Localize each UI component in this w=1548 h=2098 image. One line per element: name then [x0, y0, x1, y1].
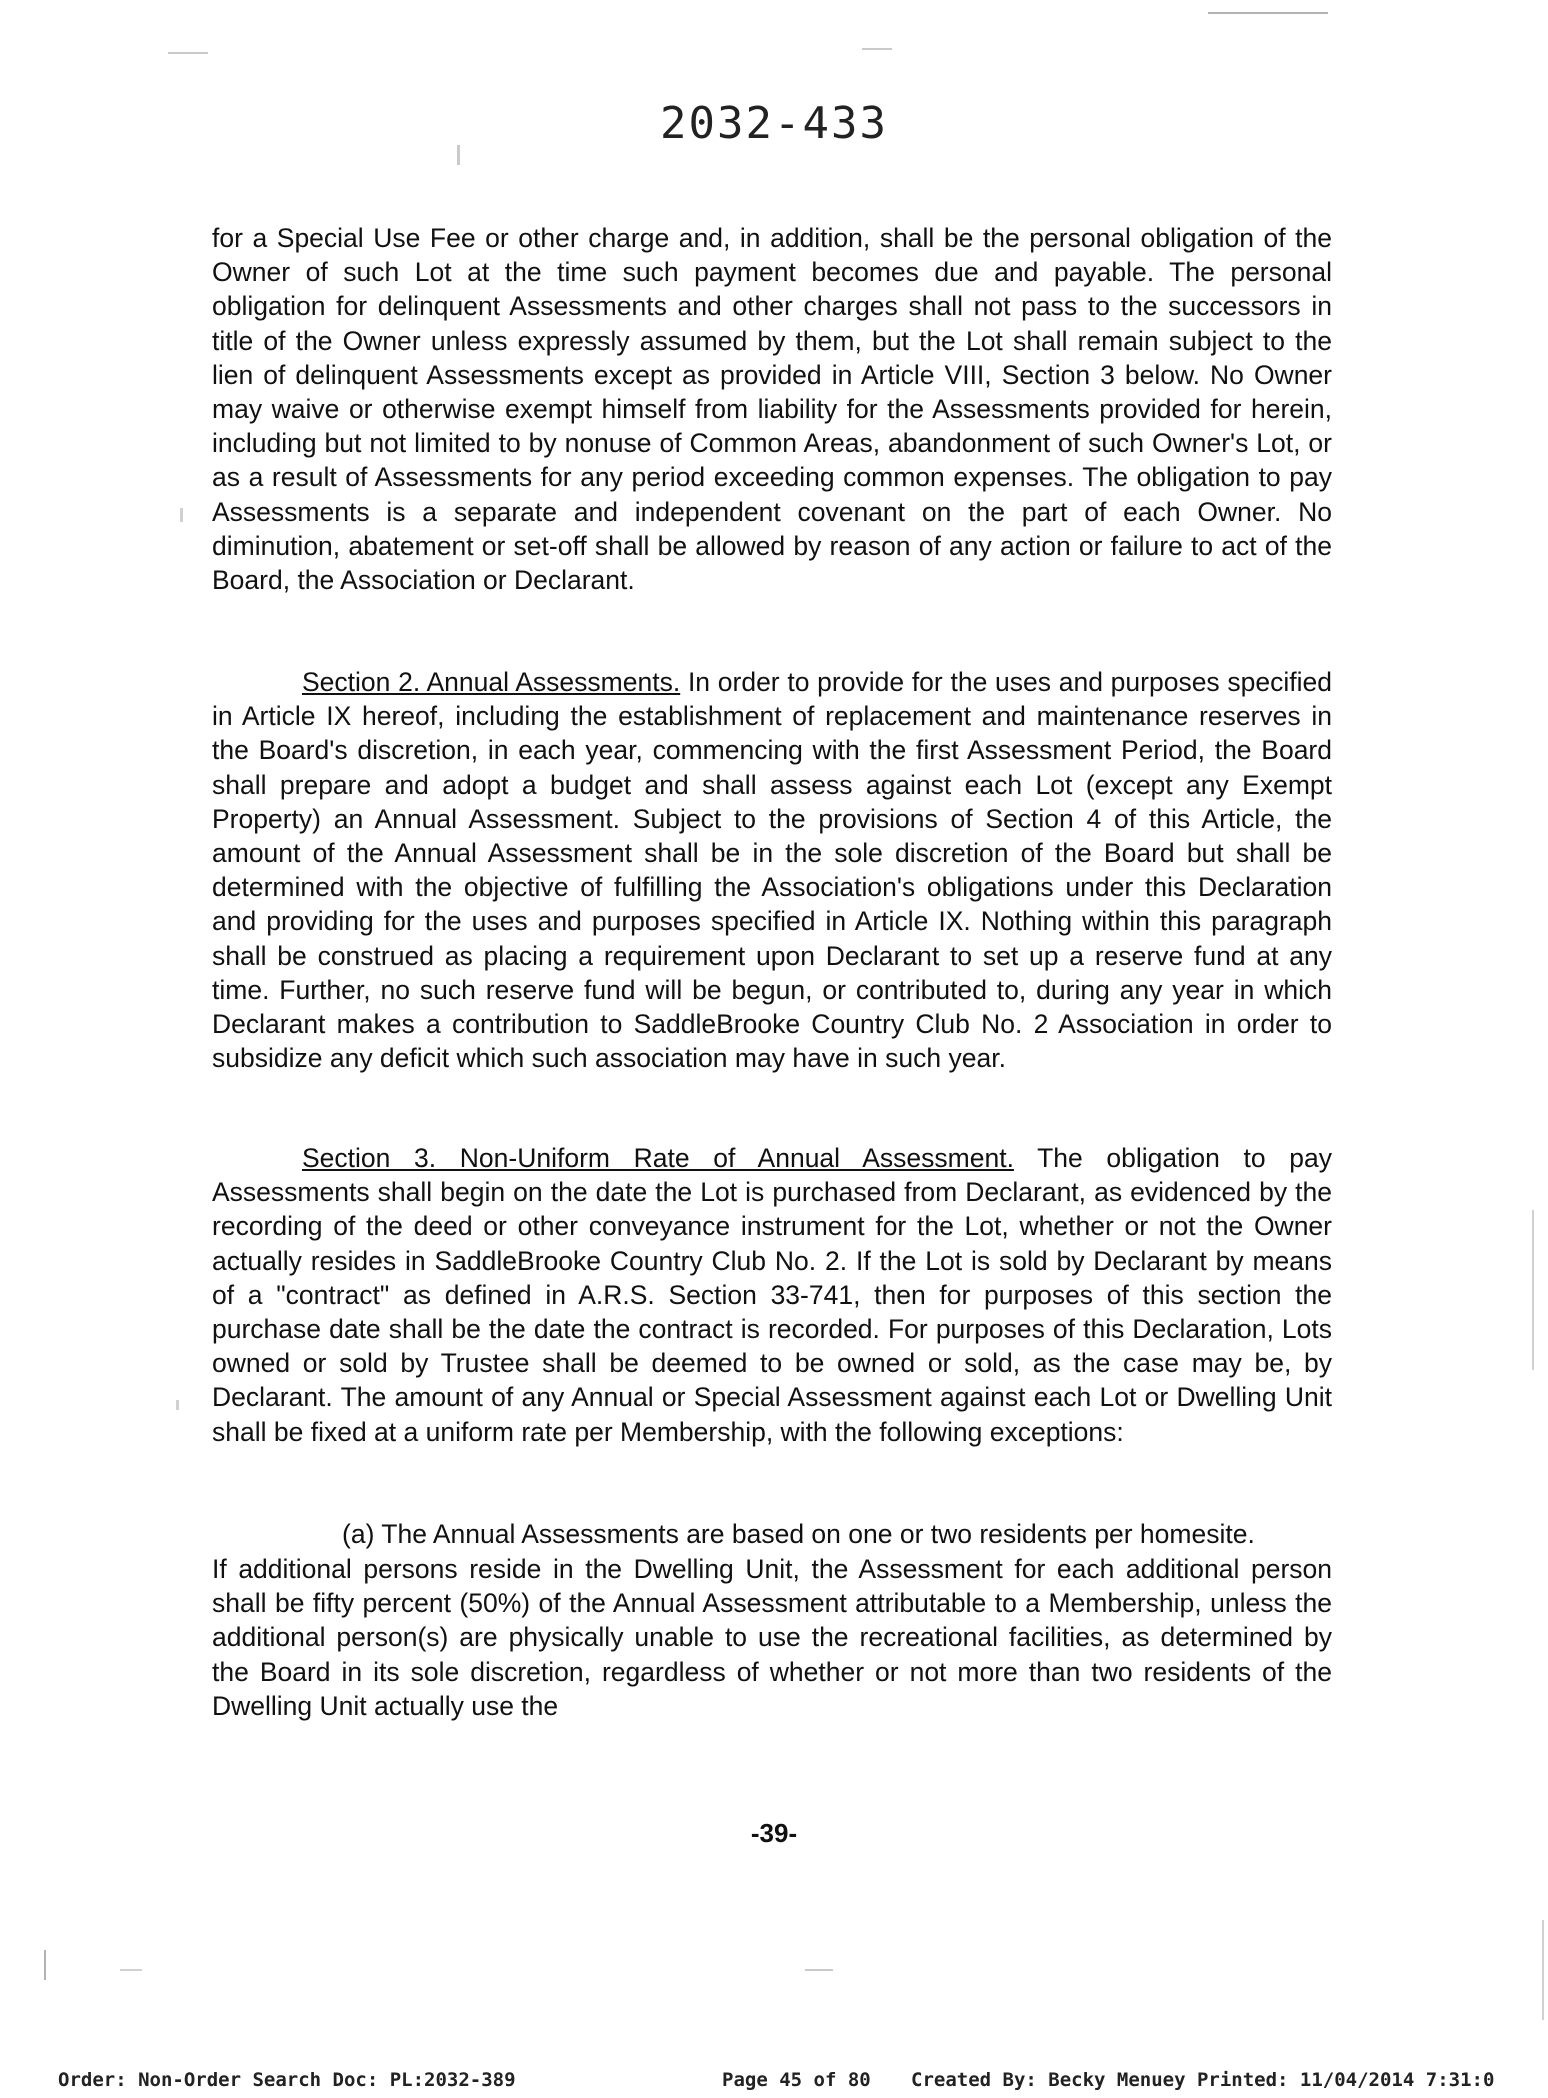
section-2-text: In order to provide for the uses and purposes specified in Article IX hereof, including the establishment of replacement and maintenance reserves in the Board's discretion, in each year, commencing with the first Assessment Period, the Board shall prepare and adopt a budget and shall assess against each Lot (except any Exempt Property) an Annual Assessment. Subject to the provisions of Section 4 of this Article, the amount of the Annual Assessment shall be in the sole discretion of the Board but shall be determined with the objective of fulfilling the Association's obligations under this Declaration and providing for the uses and purposes specified in Article IX. Nothing within this paragraph shall be construed as placing a requirement upon Declarant to set up a reserve fund at any time. Further, no such reserve fund will be begun, or contributed to, during any year in which Declarant makes a contribution to SaddleBrooke Country Club No. 2 Association in order to subsidize any deficit which such association may have in such year.: [212, 667, 1332, 1074]
section-3-paragraph: [212, 1141, 1332, 1449]
scan-speck: [180, 508, 183, 522]
document-number: 2032-433: [660, 98, 888, 149]
section-3-text: The obligation to pay Assessments shall begin on the date the Lot is purchased from Declarant, as evidenced by the recording of the deed or other conveyance instrument for the Lot, whether or not the Owner actually resides in SaddleBrooke Country Club No. 2. If the Lot is sold by Declarant by means of a "contract" as defined in A.R.S. Section 33-741, then for purposes of this section the purchase date shall be the date the contract is recorded. For purposes of this Declaration, Lots owned or sold by Trustee shall be deemed to be owned or sold, as the case may be, by Declarant. The amount of any Annual or Special Assessment against each Lot or Dwelling Unit shall be fixed at a uniform rate per Membership, with the following exceptions:: [212, 1143, 1332, 1447]
scan-speck: [862, 48, 892, 50]
section-2-paragraph: [212, 665, 1332, 1075]
item-a-text: If additional persons reside in the Dwelling Unit, the Assessment for each additional person shall be fifty percent (50%) of the Annual Assessment attributable to a Membership, unless the additional person(s) are physically unable to use the recreational facilities, as determined by the Board in its sole discretion, regardless of whether or not more than two residents of the Dwelling Unit actually use the: [212, 1554, 1332, 1721]
scan-speck: [44, 1950, 46, 1980]
scan-speck: [1208, 12, 1328, 14]
scan-speck: [1542, 1920, 1544, 2020]
scan-speck: [168, 52, 208, 54]
section-2-heading: Section 2. Annual Assessments.: [302, 667, 681, 697]
paragraph-continuation: for a Special Use Fee or other charge and, in addition, shall be the personal obligation of the Owner of such Lot at the time such payment becomes due and payable. The personal obligation for delinquent Assessments and other charges shall not pass to the successors in title of the Owner unless expressly assumed by them, but the Lot shall remain subject to the lien of delinquent Assessments except as provided in Article VIII, Section 3 below. No Owner may waive or otherwise exempt himself from liability for the Assessments provided for herein, including but not limited to by nonuse of Common Areas, abandonment of such Owner's Lot, or as a result of Assessments for any period exceeding common expenses. The obligation to pay Assessments is a separate and independent covenant on the part of each Owner. No diminution, abatement or set-off shall be allowed by reason of any action or failure to act of the Board, the Association or Declarant.: [212, 223, 1332, 596]
footer-order-doc: Order: Non-Order Search Doc: PL:2032-389: [58, 2069, 516, 2091]
footer-created-printed: Created By: Becky Menuey Printed: 11/04/2014 7:31:0: [911, 2069, 1495, 2091]
scan-speck: [805, 1969, 833, 1971]
page-number: -39-: [750, 1818, 798, 1848]
scan-speck: [120, 1969, 142, 1971]
print-footer: [0, 2069, 1548, 2093]
footer-page: Page 45 of 80: [722, 2069, 871, 2091]
scan-speck: [457, 145, 460, 165]
item-a-first-line: (a) The Annual Assessments are based on one or two residents per homesite.: [342, 1519, 1255, 1549]
scan-speck: [176, 1400, 179, 1410]
section-3-heading: Section 3. Non-Uniform Rate of Annual Assessment.: [302, 1143, 1014, 1173]
scan-speck: [1532, 1210, 1534, 1370]
